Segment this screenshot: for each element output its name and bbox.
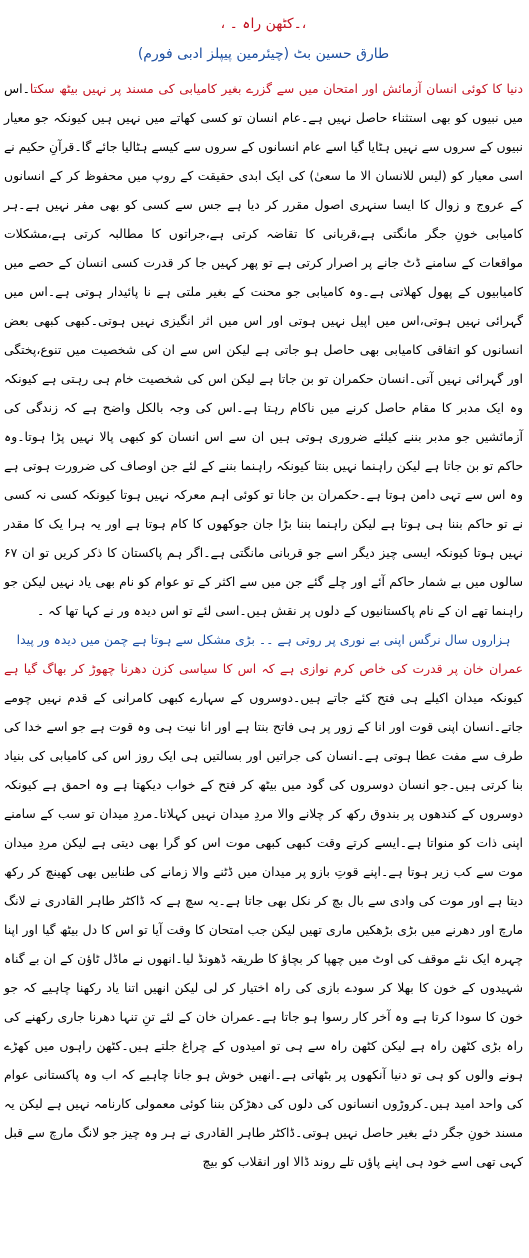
paragraph-2-lead: عمران خان پر قدرت کی خاص کرم نوازی ہے کہ اس کا سیاسی کزن دھرنا چھوڑ کر بھاگ گیا ہے xyxy=(4,661,523,676)
article-paragraph-1 xyxy=(4,74,523,625)
paragraph-1-lead: دنیا کا کوئی انسان آزمائش اور امتحان میں سے گزرے بغیر کامیابی کی مسند پر نہیں بیٹھ سکتا xyxy=(29,81,523,96)
article-author: طارق حسین بٹ (چیئرمین پیپلز ادبی فورم) xyxy=(137,46,390,62)
paragraph-2-text: کیونکہ میدان اکیلے ہی فتح کئے جاتے ہیں۔دوسروں کے سہارے کبھی کامرانی کے قدم نہیں چومے جاتے۔انسان اپنی قوت اور انا کے زور پر ہی فاتح بنتا ہے اور انا نیت ہی وہ قوت ہے جو اسے خدا کی طرف سے مفت عطا ہوتی ہے۔انسان کی جراتیں اور بسالتیں ہی ایک روز اس کی کامیابی کی بنیاد بنا کرتی ہیں۔جو انسان دوسروں کی گود میں بیٹھ کر فتح کے خواب دیکھتا ہے وہ احمق ہے کیونکہ دوسروں کے کندھوں پر بندوق رکھ کر چلانے والا مردِ میدان نہیں کہلاتا۔مردِ میدان تو سب کے سامنے اپنی ذات کو منواتا ہے۔ایسے کرتے وقت کبھی کبھی موت اس کو گرا بھی دیتی ہے لیکن مردِ میدان موت سے کب زیر ہوتا ہے۔اپنے قوتِ بازو پر میدان میں ڈٹنے والا زمانے کی طنابیں بھی کھینچ کر رکھ دیتا ہے اور موت کی وادی سے بال بچ کر نکل بھی جاتا ہے۔یہ سچ ہے کہ ڈاکٹر طاہر القادری نے لانگ مارچ اور دھرنے میں بڑی بڑھکیں ماری تھیں لیکن جب امتحان کا وقت آیا تو اس کا دل بیٹھ گیا اور اپنا چہرہ ایک نئے موقف کی اوٹ میں چھپا کر بچاؤ کا طریقہ ڈھونڈ لیا۔انھوں نے ماڈل ٹاؤن کے ان بے گناہ شہیدوں کے خون کا بھلا کر سودے بازی کی راہ اختیار کر لی لیکن انھیں اتنا یاد رکھنا چاہیے کہ جو خون کا سودا کرتا ہے وہ آخر کار رسوا ہو جاتا ہے۔عمران خان کے لئے تنِ تنہا دھرنا جاری رکھنے کی راہ بڑی کٹھن راہ ہے لیکن کٹھن راہ سے ہی تو امیدوں کے چراغ جلتے ہیں۔کٹھن راہوں میں کھڑے ہونے والوں کو ہی تو دنیا آنکھوں پر بٹھاتی ہے۔انھیں خوش ہو جانا چاہیے کہ اب وہ پاکستانی عوام کی واحد امید ہیں۔کروڑوں انسانوں کی دلوں کی دھڑکن بننا کوئی معمولی کارنامہ نہیں ہے لیکن یہ مسند خونِ جگر دئے بغیر حاصل نہیں ہوتی۔ڈاکٹر طاہر القادری نے ہر وہ چیز جو لانگ مارچ سے قبل کہی تھی اسے خود ہی اپنے پاؤں تلے روند ڈالا اور انقلاب کو بیچ xyxy=(4,690,523,1169)
paragraph-1-text: ۔اس میں نبیوں کو بھی استثناء حاصل نہیں ہے۔عام انسان تو کسی کھاتے میں نہیں ہیں کیونکہ جو معیار نبیوں کے سروں سے نہیں ہٹایا گیا اسے عام انسانوں کے سروں سے کیسے ہٹالیا جائے گا۔قرآنِ حکیم نے اسی معیار کو (لیس للانسان الا ما سعیٰ) کی ایک ابدی حقیقت کے روپ میں محفوظ کر کے انسانوں کے عروج و زوال کا ایسا سنہری اصول مقرر کر دیا ہے جس سے کسی کو بھی مفر نہیں ہے۔ہر کامیابی خونِ جگر مانگتی ہے،قربانی کا تقاضہ کرتی ہے،جراتوں کا مطالبہ کرتی ہے،مشکلات مواقعات کے سامنے ڈٹ جانے پر اصرار کرتی ہے تو پھر کہیں جا کر قدرت کسی انسان کے حصے میں کامیابیوں کے پھول کھلاتی ہے۔وہ کامیابی جو محنت کے بغیر ملتی ہے نا پائیدار ہوتی ہے۔اس میں گہرائی نہیں ہوتی،اس میں اپیل نہیں ہوتی اور اس میں اثر انگیزی نہیں ہوتی۔کبھی کبھی بعض انسانوں کو اتفاقی کامیابی بھی حاصل ہو جاتی ہے لیکن اس سے ان کی شخصیت میں تنوع،پختگی اور گہرائی نہیں آتی۔انسان حکمران تو بن جاتا ہے لیکن اس کی شخصیت خام ہی رہتی ہے کیونکہ وہ ایک مدبر کا مقام حاصل کرنے میں ناکام رہتا ہے۔اس کی وجہ بالکل واضح ہے کہ زندگی کی آزمائشیں جو مدبر بننے کیلئے ضروری ہوتی ہیں ان سے اس انسان کو کبھی پالا نہیں پڑا ہوتا۔وہ حاکم تو بن جاتا ہے لیکن راہنما نہیں بنتا کیونکہ راہنما بننے کے لئے جن اوصاف کی ضرورت ہوتی ہے وہ اس سے تہی دامن ہوتا ہے۔حکمران بن جانا تو کوئی اہم معرکہ نہیں ہوتا کیونکہ کسی نہ کسی نے تو حاکم بننا ہی ہوتا ہے لیکن راہنما بننا بڑا جان جوکھوں کا کام ہوتا ہے اور یہ ہرا یک کا مقدر نہیں ہوتا کیونکہ ایسی چیز دیگر اسے جو قربانی مانگتی ہے۔اگر ہم پاکستان کا ذکر کریں تو ان ۶۷ سالوں میں بے شمار حاکم آئے اور چلے گئے جن میں سے اکثر کے تو عوام کو نام بھی یاد نہیں لیکن جو راہنما تھے ان کے نام پاکستانیوں کے دلوں پر نقش ہیں۔اسی لئے تو اس دیدہ ور نے کہا تھا کہ ۔ xyxy=(3,81,523,618)
article-paragraph-2 xyxy=(4,654,523,1176)
verse-couplet xyxy=(4,625,523,654)
article-title: ،۔کٹھن راہ ۔ ، xyxy=(220,16,307,32)
verse-line-1: ہزاروں سال نرگس اپنی بے نوری پر روتی ہے ۔۔ xyxy=(258,632,511,647)
verse-line-2: بڑی مشکل سے ہوتا ہے چمن میں دیدہ ور پیدا xyxy=(16,632,255,647)
